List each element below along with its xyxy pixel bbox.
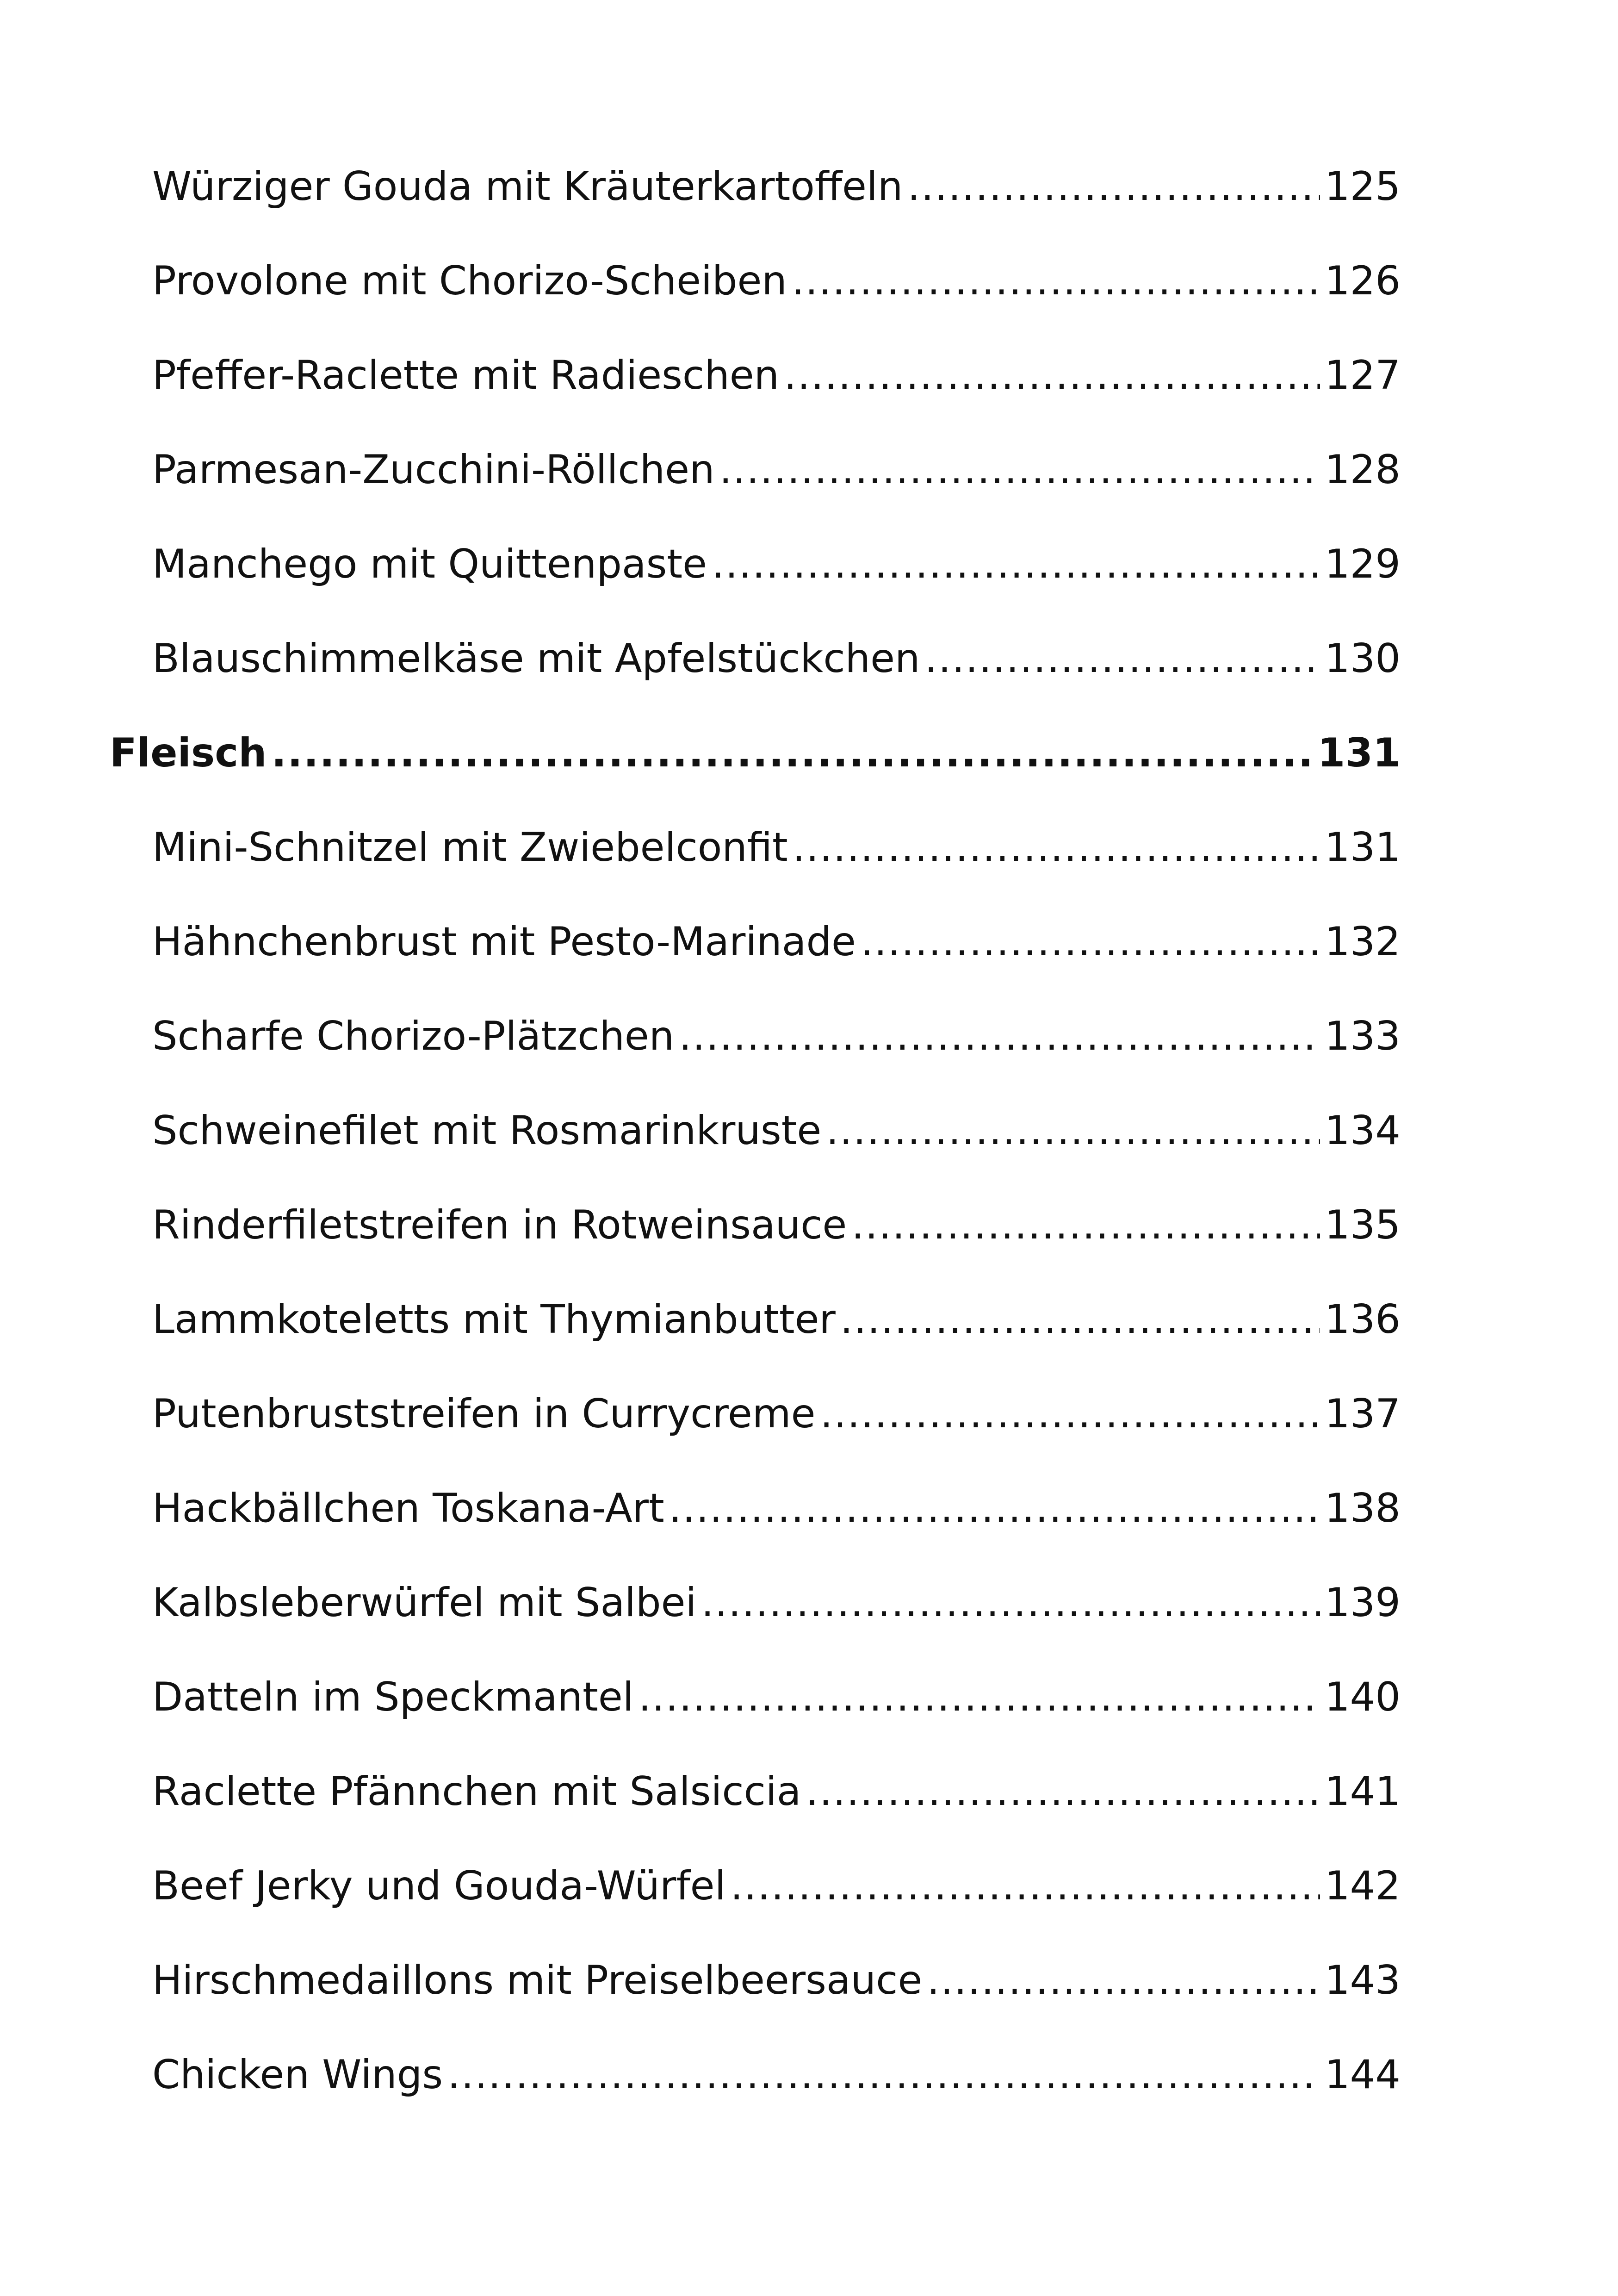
toc-entry (110, 1768, 1401, 1866)
toc-dot-leader (793, 828, 1320, 867)
toc-dot-leader (447, 2055, 1320, 2095)
toc-entry (110, 1296, 1401, 1394)
toc-entry-title: Rinderfiletstreifen in Rotweinsauce (152, 1202, 847, 1248)
toc-dot-leader (826, 1111, 1320, 1151)
toc-entry (110, 1485, 1401, 1583)
toc-page-number: 129 (1324, 541, 1401, 587)
toc-section-heading (110, 730, 1401, 828)
toc-entry-title: Datteln im Speckmantel (152, 1674, 634, 1720)
toc-dot-leader (861, 922, 1320, 962)
toc-page-number: 132 (1324, 919, 1401, 965)
toc-page-number: 141 (1324, 1768, 1401, 1815)
toc-entry-title: Würziger Gouda mit Kräuterkartoffeln (152, 163, 903, 210)
toc-page-number: 135 (1324, 1202, 1401, 1248)
toc-entry-title: Hähnchenbrust mit Pesto-Marinade (152, 919, 856, 965)
toc-dot-leader (271, 733, 1313, 773)
toc-dot-leader (701, 1583, 1320, 1623)
toc-entry-title: Chicken Wings (152, 2052, 443, 2098)
table-of-contents (110, 163, 1401, 2149)
toc-entry (110, 1202, 1401, 1300)
toc-entry (110, 1674, 1401, 1772)
toc-page-number: 139 (1324, 1580, 1401, 1626)
toc-page-number: 127 (1324, 352, 1401, 398)
toc-entry (110, 1391, 1401, 1488)
toc-entry-title: Beef Jerky und Gouda-Würfel (152, 1863, 726, 1909)
toc-page-number: 126 (1324, 258, 1401, 304)
toc-entry (110, 1108, 1401, 1205)
toc-entry-title: Fleisch (110, 730, 267, 776)
toc-dot-leader (639, 1677, 1320, 1717)
toc-page-number: 137 (1324, 1391, 1401, 1437)
toc-entry-title: Scharfe Chorizo-Plätzchen (152, 1013, 675, 1059)
toc-entry-title: Hirschmedaillons mit Preiselbeersauce (152, 1957, 923, 2004)
toc-dot-leader (719, 450, 1320, 490)
toc-entry-title: Schweinefilet mit Rosmarinkruste (152, 1108, 822, 1154)
toc-page-number: 128 (1324, 447, 1401, 493)
toc-dot-leader (712, 544, 1320, 584)
toc-entry-title: Manchego mit Quittenpaste (152, 541, 707, 587)
toc-entry (110, 635, 1401, 733)
toc-page-number: 142 (1324, 1863, 1401, 1909)
toc-entry-title: Mini-Schnitzel mit Zwiebelconfit (152, 824, 788, 871)
toc-entry (110, 1013, 1401, 1111)
toc-page-number: 136 (1324, 1296, 1401, 1343)
toc-entry (110, 1580, 1401, 1677)
toc-entry (110, 1863, 1401, 1960)
toc-page-number: 134 (1324, 1108, 1401, 1154)
toc-dot-leader (730, 1866, 1320, 1906)
toc-dot-leader (792, 261, 1320, 301)
toc-dot-leader (927, 1960, 1320, 2000)
toc-entry-title: Provolone mit Chorizo-Scheiben (152, 258, 787, 304)
toc-entry-title: Hackbällchen Toskana-Art (152, 1485, 664, 1531)
toc-page-number: 133 (1324, 1013, 1401, 1059)
toc-page-number: 140 (1324, 1674, 1401, 1720)
toc-dot-leader (784, 355, 1320, 395)
toc-page-number: 138 (1324, 1485, 1401, 1531)
toc-entry (110, 824, 1401, 922)
toc-entry-title: Lammkoteletts mit Thymianbutter (152, 1296, 836, 1343)
toc-entry (110, 541, 1401, 639)
toc-entry-title: Parmesan-Zucchini-Röllchen (152, 447, 715, 493)
toc-entry (110, 258, 1401, 355)
toc-page-number: 131 (1317, 730, 1401, 776)
toc-entry (110, 163, 1401, 261)
toc-entry (110, 919, 1401, 1016)
toc-dot-leader (669, 1488, 1320, 1528)
toc-dot-leader (925, 639, 1320, 678)
toc-page-number: 143 (1324, 1957, 1401, 2004)
toc-entry-title: Putenbruststreifen in Currycreme (152, 1391, 816, 1437)
toc-dot-leader (679, 1016, 1320, 1056)
toc-dot-leader (806, 1772, 1320, 1811)
toc-dot-leader (820, 1394, 1320, 1434)
toc-dot-leader (840, 1300, 1320, 1339)
toc-entry (110, 447, 1401, 544)
toc-entry-title: Blauschimmelkäse mit Apfelstückchen (152, 635, 920, 682)
toc-page-number: 131 (1324, 824, 1401, 871)
toc-entry (110, 2052, 1401, 2149)
toc-entry-title: Kalbsleberwürfel mit Salbei (152, 1580, 697, 1626)
toc-page-number: 130 (1324, 635, 1401, 682)
toc-entry-title: Raclette Pfännchen mit Salsiccia (152, 1768, 801, 1815)
toc-dot-leader (851, 1205, 1320, 1245)
toc-entry-title: Pfeffer-Raclette mit Radieschen (152, 352, 780, 398)
toc-entry (110, 1957, 1401, 2055)
toc-page-number: 144 (1324, 2052, 1401, 2098)
toc-dot-leader (907, 167, 1320, 206)
toc-page-number: 125 (1324, 163, 1401, 210)
toc-entry (110, 352, 1401, 450)
